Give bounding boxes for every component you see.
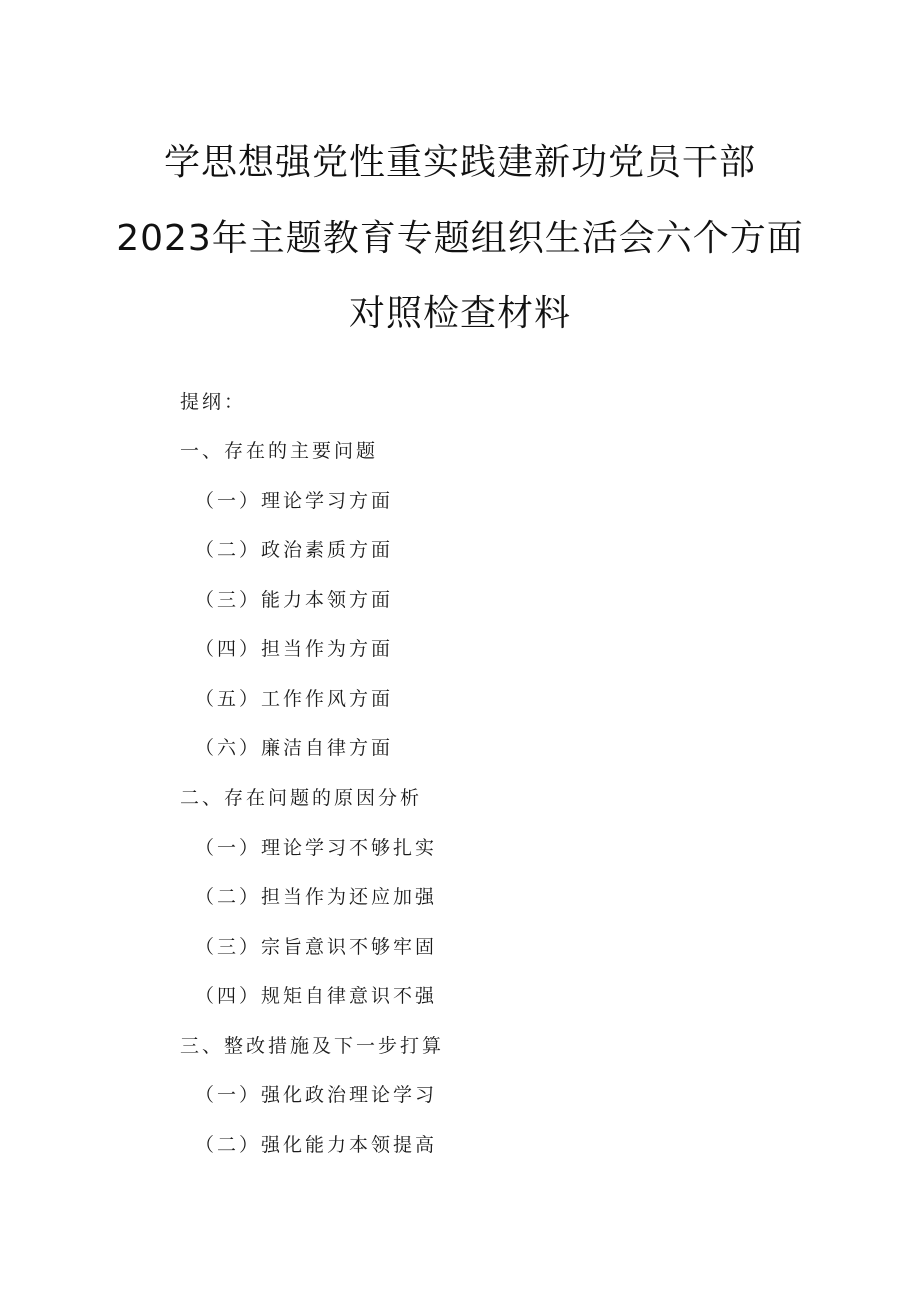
outline-subitem: （四）担当作为方面 [195, 638, 394, 660]
outline-subitem: （四）规矩自律意识不强 [195, 985, 438, 1007]
document-title-line-2: 2023年主题教育专题组织生活会六个方面 [116, 218, 804, 259]
outline-subitem: （一）强化政治理论学习 [195, 1084, 438, 1106]
outline-heading: 提纲： [180, 391, 247, 413]
outline-section-heading: 三、整改措施及下一步打算 [180, 1035, 445, 1057]
outline-subitem: （六）廉洁自律方面 [195, 737, 394, 759]
outline-subitem: （二）担当作为还应加强 [195, 886, 438, 908]
outline-section-heading: 一、存在的主要问题 [180, 440, 379, 462]
document-title-line-1: 学思想强党性重实践建新功党员干部 [163, 142, 756, 183]
outline-subitem: （三）能力本领方面 [195, 589, 394, 611]
outline-subitem: （二）政治素质方面 [195, 539, 394, 561]
outline-subitem: （二）强化能力本领提高 [195, 1134, 438, 1156]
outline-subitem: （五）工作作风方面 [195, 688, 394, 710]
outline-subitem: （一）理论学习方面 [195, 490, 394, 512]
outline-subitem: （一）理论学习不够扎实 [195, 837, 438, 859]
document-title-line-3: 对照检查材料 [348, 293, 571, 334]
outline-subitem: （三）宗旨意识不够牢固 [195, 936, 438, 958]
outline-section-heading: 二、存在问题的原因分析 [180, 787, 423, 809]
